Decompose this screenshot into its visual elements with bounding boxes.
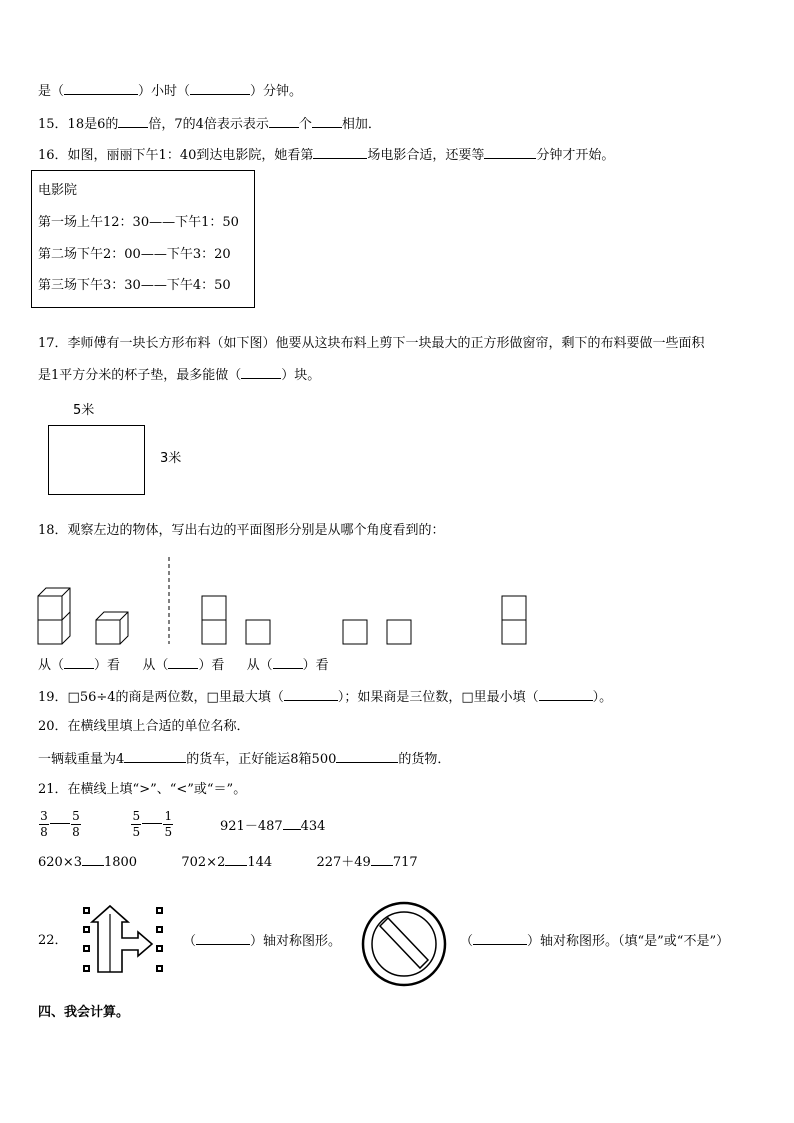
rect-height-label: 3米 (160, 451, 182, 466)
q22-blank-1[interactable] (196, 932, 250, 945)
q18-views: 从（ ）看 从（ ）看 从（ ）看 (38, 658, 329, 673)
fraction: $\frac{5}{5}$ (132, 809, 141, 839)
q18-text: 18．观察左边的物体，写出右边的平面图形分别是从哪个角度看到的： (38, 523, 445, 538)
question-16: 16．如图，丽丽下午1：40到达电影院，她看第 场电影合适，还要等 分钟才开始。 (38, 148, 615, 163)
fraction: $\frac{3}{8}$ (40, 809, 48, 839)
q17-line-1: 17．李师傅有一块长方形布料（如下图）他要从这块布料上剪下一块最大的正方形做窗帘，剩下的布料要做一些面积 (38, 336, 705, 351)
fraction: $\frac{1}{5}$ (164, 809, 173, 839)
q22-blank-2[interactable] (473, 932, 527, 945)
schedule-row: 第三场下午3：30——下午4：50 (38, 278, 231, 293)
arrow-sign-icon (84, 906, 162, 972)
q21-title: 21．在横线上填“>”、“<”或“＝”。 (38, 782, 247, 797)
q22-answer-a: （ ）轴对称图形。 (183, 934, 342, 949)
q22-number: 22． (38, 933, 68, 948)
q14-tail: 是（ ）小时（ ）分钟。 (38, 84, 303, 99)
rect-width-label: 5米 (73, 403, 95, 418)
q17-line-2: 是1平方分米的杯子垫，最多能做（ ）块。 (38, 368, 321, 383)
q20-title: 20．在横线里填上合适的单位名称． (38, 719, 250, 734)
schedule-row: 第二场下午2：00——下午3：20 (38, 247, 231, 262)
q21-expr-1: 921－487 434 (220, 819, 326, 834)
section-4-title: 四、我会计算。 (38, 1005, 130, 1020)
question-19: 19．□56÷4的商是两位数，□里最大填（ ）；如果商是三位数，□里最小填（ ）。 (38, 690, 613, 705)
prohibition-sign-icon (363, 903, 445, 985)
fraction: $\frac{5}{8}$ (72, 809, 80, 839)
question-15: 15．18是6的 倍，7的4倍表示表示 个 相加． (38, 117, 381, 132)
q22-answer-b: （ ）轴对称图形。（填“是”或“不是”） (460, 934, 730, 949)
schedule-row: 第一场上午12：30——下午1：50 (38, 215, 239, 230)
q20-sentence: 一辆载重量为4 的货车，正好能运8箱500 的货物． (38, 752, 451, 767)
cinema-title: 电影院 (38, 183, 78, 198)
q21-expr-row: 620×3 1800 702×2 144 227＋49 717 (38, 855, 418, 870)
